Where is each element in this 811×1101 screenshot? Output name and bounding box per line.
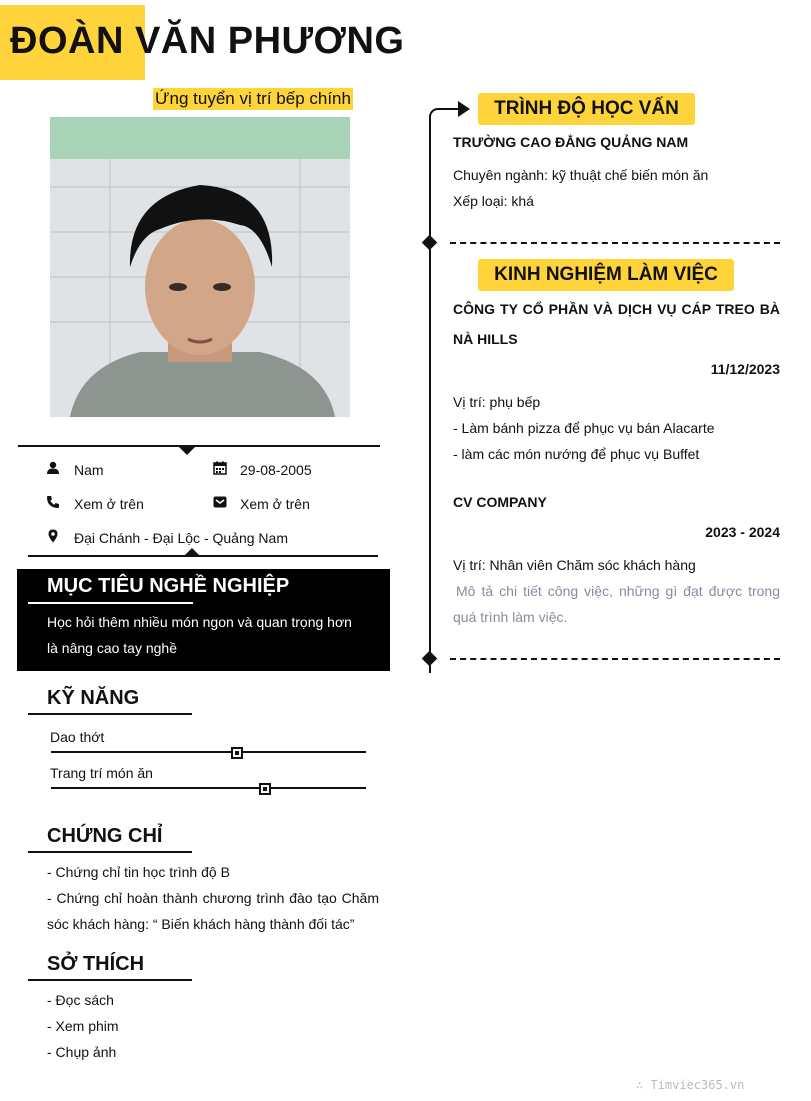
timeline-diamond	[422, 651, 438, 667]
skill-level-marker	[231, 747, 243, 759]
applied-position: Ứng tuyển vị trí bếp chính	[155, 89, 351, 108]
timeline-line	[429, 115, 431, 673]
job-position: Vị trí: phụ bếp	[453, 394, 541, 410]
hobbies-underline	[28, 979, 192, 981]
school-name: TRƯỜNG CAO ĐẲNG QUẢNG NAM	[453, 134, 689, 150]
education-title: TRÌNH ĐỘ HỌC VẤN	[494, 98, 679, 119]
job-description: quá trình làm việc.	[453, 609, 568, 625]
skill-bar-track	[51, 787, 366, 789]
objective-underline	[28, 602, 193, 604]
job-position: Vị trí: Nhân viên Chăm sóc khách hàng	[453, 557, 696, 573]
hobbies-title: SỞ THÍCH	[47, 953, 145, 975]
job-description: Mô tả chi tiết công việc, những gì đạt được trong	[456, 583, 780, 599]
experience-title: KINH NGHIỆM LÀM VIỆC	[494, 264, 718, 285]
profile-photo-image	[50, 117, 350, 417]
certificates-title: CHỨNG CHỈ	[47, 825, 163, 847]
candidate-name: ĐOÀN VĂN PHƯƠNG	[10, 20, 405, 62]
location-pin-icon	[46, 529, 60, 543]
email-text: Xem ở trên	[240, 496, 310, 512]
birthday-text: 29-08-2005	[240, 462, 312, 478]
user-icon	[46, 461, 60, 475]
skill-label: Dao thớt	[50, 729, 105, 745]
education-grade: Xếp loại: khá	[453, 193, 534, 209]
skill-level-marker	[259, 783, 271, 795]
skills-underline	[28, 713, 192, 715]
gender-text: Nam	[74, 462, 104, 478]
job-date: 2023 - 2024	[705, 524, 780, 540]
email-icon	[213, 495, 227, 509]
watermark	[636, 1078, 744, 1092]
section-divider	[450, 658, 780, 660]
arrow-right-icon	[458, 101, 470, 117]
hobby-item: - Xem phim	[47, 1018, 119, 1034]
contact-divider-top	[18, 445, 380, 447]
objective-line-2: là nâng cao tay nghề	[47, 640, 177, 656]
certificate-line: - Chứng chỉ tin học trình độ B	[47, 864, 230, 880]
section-divider	[450, 242, 780, 244]
education-major: Chuyên ngành: kỹ thuật chế biến món ăn	[453, 167, 709, 183]
objective-line-1: Học hỏi thêm nhiều món ngon và quan trọng hơn	[47, 614, 352, 630]
contact-divider-bottom	[28, 555, 378, 557]
certificate-line: - Chứng chỉ hoàn thành chương trình đào tạo Chăm	[47, 890, 379, 906]
hobby-item: - Đọc sách	[47, 992, 114, 1008]
certificate-line: sóc khách hàng: “ Biến khách hàng thành đối tác”	[47, 916, 355, 932]
watermark-text: Timviec365.vn	[650, 1078, 745, 1092]
skill-label: Trang trí món ăn	[50, 765, 153, 781]
timeline-diamond	[422, 235, 438, 251]
calendar-icon	[213, 461, 227, 475]
skills-title: KỸ NĂNG	[47, 687, 140, 709]
divider-arrow-down	[179, 447, 195, 455]
job-date: 11/12/2023	[710, 361, 780, 377]
job-company: CV COMPANY	[453, 494, 547, 510]
certificates-underline	[28, 851, 192, 853]
timeline-arrow-stem	[429, 108, 461, 119]
watermark-dots-icon: ∴	[636, 1078, 651, 1092]
job-description: - làm các món nướng để phục vụ Buffet	[453, 446, 700, 462]
phone-icon	[46, 495, 60, 509]
objective-title: MỤC TIÊU NGHỀ NGHIỆP	[47, 575, 290, 597]
hobby-item: - Chụp ảnh	[47, 1044, 117, 1060]
job-description: - Làm bánh pizza để phục vụ bán Alacarte	[453, 420, 715, 436]
profile-photo	[50, 117, 350, 417]
job-company: NÀ HILLS	[453, 331, 518, 347]
skill-bar-track	[51, 751, 366, 753]
phone-text: Xem ở trên	[74, 496, 144, 512]
address-text: Đại Chánh - Đại Lộc - Quảng Nam	[74, 530, 288, 546]
job-company: CÔNG TY CỔ PHẦN VÀ DỊCH VỤ CÁP TREO BÀ	[453, 301, 780, 317]
